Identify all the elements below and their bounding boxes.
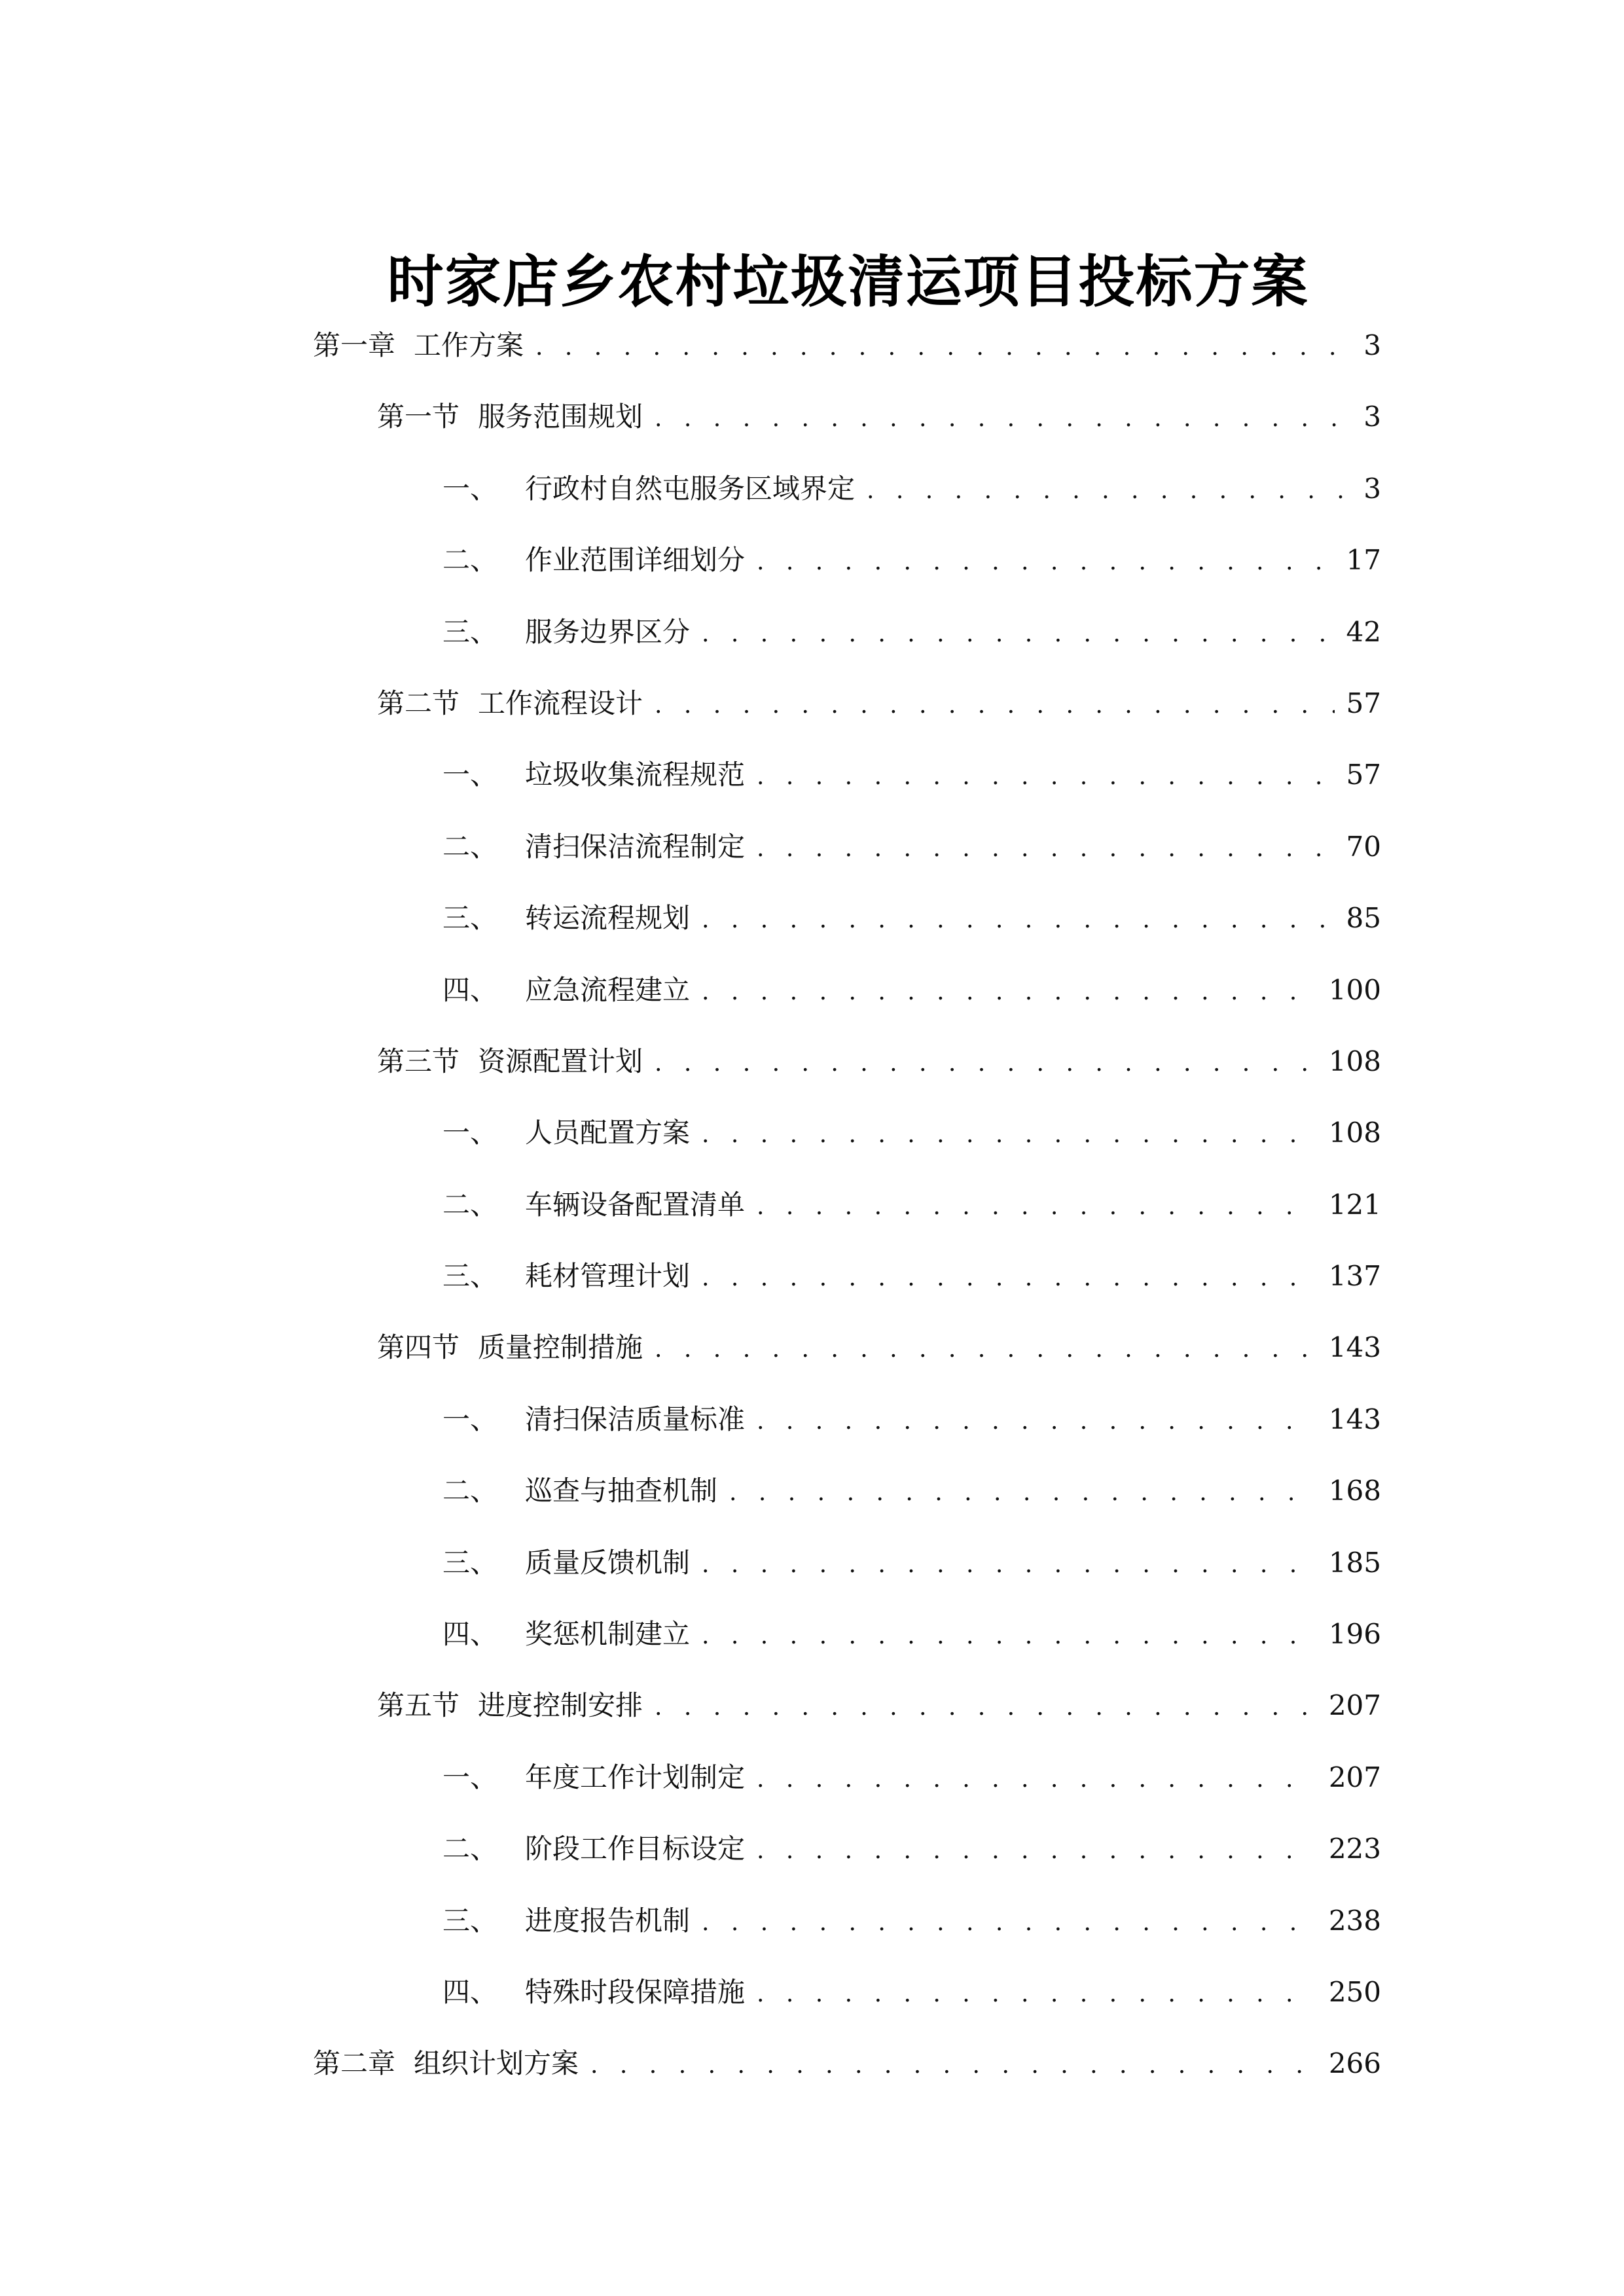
toc-entry-prefix: 一、 [442, 472, 498, 505]
toc-entry-page-number: 137 [1328, 1260, 1381, 1293]
toc-entry-section[interactable] [313, 680, 1381, 751]
toc-dot-leader [757, 1756, 1317, 1803]
toc-entry-prefix: 二、 [442, 1188, 498, 1221]
toc-entry-title: 作业范围详细划分 [525, 544, 746, 577]
toc-entry-subsection[interactable] [313, 1181, 1381, 1253]
toc-entry-prefix: 三、 [442, 1260, 498, 1293]
toc-entry-title: 应急流程建立 [525, 973, 691, 1006]
toc-entry-page-number: 3 [1363, 401, 1381, 433]
toc-entry-page-number: 196 [1328, 1618, 1381, 1651]
toc-dot-leader [757, 1971, 1317, 2018]
toc-entry-page-number: 42 [1346, 615, 1381, 648]
toc-entry-title: 垃圾收集流程规范 [525, 759, 746, 791]
toc-entry-title: 进度报告机制 [525, 1904, 691, 1937]
toc-entry-subsection[interactable] [313, 823, 1381, 895]
toc-entry-page-number: 143 [1328, 1403, 1381, 1435]
toc-entry-page-number: 143 [1328, 1331, 1381, 1364]
toc-entry-title: 车辆设备配置清单 [525, 1188, 746, 1221]
toc-entry-prefix: 三、 [442, 1904, 498, 1937]
toc-dot-leader [590, 2042, 1317, 2089]
toc-entry-subsection[interactable] [313, 895, 1381, 966]
toc-entry-subsection[interactable] [313, 537, 1381, 608]
table-of-contents [313, 322, 1381, 2112]
toc-entry-title: 工作流程设计 [478, 687, 643, 719]
toc-entry-prefix: 二、 [442, 1475, 498, 1507]
toc-entry-prefix: 三、 [442, 902, 498, 935]
toc-entry-subsection[interactable] [313, 1969, 1381, 2040]
toc-dot-leader [867, 467, 1343, 514]
toc-entry-section[interactable] [313, 1038, 1381, 1109]
toc-entry-title: 人员配置方案 [525, 1117, 691, 1149]
toc-dot-leader [655, 1326, 1317, 1373]
toc-entry-title: 清扫保洁质量标准 [525, 1403, 746, 1435]
toc-dot-leader [757, 753, 1335, 800]
toc-entry-title: 转运流程规划 [525, 902, 691, 935]
toc-entry-page-number: 85 [1346, 902, 1381, 935]
toc-entry-section[interactable] [313, 1324, 1381, 1395]
toc-dot-leader [535, 324, 1343, 371]
toc-dot-leader [702, 969, 1317, 1016]
toc-entry-title: 年度工作计划制定 [525, 1761, 746, 1793]
toc-dot-leader [702, 1541, 1317, 1588]
toc-entry-page-number: 121 [1328, 1188, 1381, 1221]
toc-entry-prefix: 第一节 [377, 401, 460, 433]
toc-entry-subsection[interactable] [313, 1396, 1381, 1467]
toc-entry-page-number: 250 [1328, 1975, 1381, 2008]
toc-entry-prefix: 第二章 [313, 2047, 396, 2080]
toc-entry-prefix: 二、 [442, 830, 498, 863]
toc-entry-title: 奖惩机制建立 [525, 1618, 691, 1651]
toc-entry-page-number: 266 [1328, 2047, 1381, 2080]
toc-dot-leader [757, 1183, 1317, 1230]
toc-dot-leader [655, 682, 1335, 729]
toc-entry-page-number: 3 [1363, 472, 1381, 505]
toc-entry-page-number: 108 [1328, 1045, 1381, 1077]
toc-entry-prefix: 第二节 [377, 687, 460, 719]
toc-entry-title: 行政村自然屯服务区域界定 [525, 472, 856, 505]
toc-entry-subsection[interactable] [313, 1611, 1381, 1682]
toc-entry-title: 工作方案 [414, 329, 524, 361]
toc-entry-prefix: 三、 [442, 1546, 498, 1579]
toc-entry-chapter[interactable] [313, 2040, 1381, 2111]
toc-entry-page-number: 168 [1328, 1475, 1381, 1507]
toc-dot-leader [729, 1469, 1317, 1516]
toc-entry-prefix: 二、 [442, 1833, 498, 1865]
toc-entry-subsection[interactable] [313, 465, 1381, 537]
toc-entry-prefix: 一、 [442, 1117, 498, 1149]
toc-entry-page-number: 17 [1346, 544, 1381, 577]
toc-entry-title: 质量反馈机制 [525, 1546, 691, 1579]
toc-entry-subsection[interactable] [313, 1897, 1381, 1969]
toc-entry-subsection[interactable] [313, 609, 1381, 680]
toc-entry-chapter[interactable] [313, 322, 1381, 393]
toc-entry-title: 质量控制措施 [478, 1331, 643, 1364]
toc-entry-page-number: 207 [1328, 1689, 1381, 1722]
toc-entry-page-number: 207 [1328, 1761, 1381, 1793]
toc-dot-leader [702, 1111, 1317, 1158]
toc-entry-prefix: 四、 [442, 973, 498, 1006]
toc-entry-page-number: 108 [1328, 1117, 1381, 1149]
toc-entry-title: 服务范围规划 [478, 401, 643, 433]
toc-entry-page-number: 3 [1363, 329, 1381, 361]
toc-dot-leader [702, 1255, 1317, 1302]
toc-entry-title: 组织计划方案 [414, 2047, 579, 2080]
toc-entry-page-number: 238 [1328, 1904, 1381, 1937]
toc-entry-subsection[interactable] [313, 1467, 1381, 1539]
toc-dot-leader [702, 1899, 1317, 1946]
toc-entry-prefix: 三、 [442, 615, 498, 648]
toc-entry-page-number: 185 [1328, 1546, 1381, 1579]
toc-entry-title: 特殊时段保障措施 [525, 1975, 746, 2008]
toc-entry-subsection[interactable] [313, 1109, 1381, 1181]
toc-entry-subsection[interactable] [313, 1825, 1381, 1897]
toc-entry-prefix: 二、 [442, 544, 498, 577]
toc-entry-section[interactable] [313, 393, 1381, 465]
toc-dot-leader [655, 1040, 1317, 1087]
toc-dot-leader [655, 395, 1343, 442]
toc-entry-title: 服务边界区分 [525, 615, 691, 648]
toc-entry-title: 清扫保洁流程制定 [525, 830, 746, 863]
toc-entry-prefix: 一、 [442, 1403, 498, 1435]
toc-entry-title: 阶段工作目标设定 [525, 1833, 746, 1865]
toc-entry-subsection[interactable] [313, 1539, 1381, 1611]
toc-entry-prefix: 第四节 [377, 1331, 460, 1364]
page-title: 时家店乡农村垃圾清运项目投标方案 [387, 249, 1309, 315]
toc-entry-prefix: 第五节 [377, 1689, 460, 1722]
toc-entry-subsection[interactable] [313, 1253, 1381, 1324]
toc-entry-section[interactable] [313, 1682, 1381, 1753]
toc-dot-leader [757, 1398, 1317, 1445]
toc-entry-title: 资源配置计划 [478, 1045, 643, 1077]
toc-entry-page-number: 100 [1328, 973, 1381, 1006]
toc-dot-leader [655, 1684, 1317, 1731]
toc-entry-subsection[interactable] [313, 967, 1381, 1038]
toc-entry-subsection[interactable] [313, 751, 1381, 823]
toc-entry-prefix: 第一章 [313, 329, 396, 361]
toc-entry-page-number: 70 [1346, 830, 1381, 863]
toc-dot-leader [702, 611, 1335, 658]
toc-entry-page-number: 57 [1346, 759, 1381, 791]
toc-dot-leader [702, 897, 1335, 944]
toc-entry-page-number: 57 [1346, 687, 1381, 719]
toc-entry-title: 巡查与抽查机制 [525, 1475, 718, 1507]
toc-entry-prefix: 一、 [442, 759, 498, 791]
toc-entry-subsection[interactable] [313, 1754, 1381, 1825]
toc-entry-prefix: 一、 [442, 1761, 498, 1793]
toc-entry-title: 耗材管理计划 [525, 1260, 691, 1293]
toc-dot-leader [702, 1613, 1317, 1660]
toc-dot-leader [757, 1827, 1317, 1874]
toc-entry-prefix: 四、 [442, 1618, 498, 1651]
toc-entry-prefix: 四、 [442, 1975, 498, 2008]
toc-entry-page-number: 223 [1328, 1833, 1381, 1865]
toc-dot-leader [757, 825, 1335, 872]
toc-entry-title: 进度控制安排 [478, 1689, 643, 1722]
toc-dot-leader [757, 539, 1335, 586]
toc-entry-prefix: 第三节 [377, 1045, 460, 1077]
